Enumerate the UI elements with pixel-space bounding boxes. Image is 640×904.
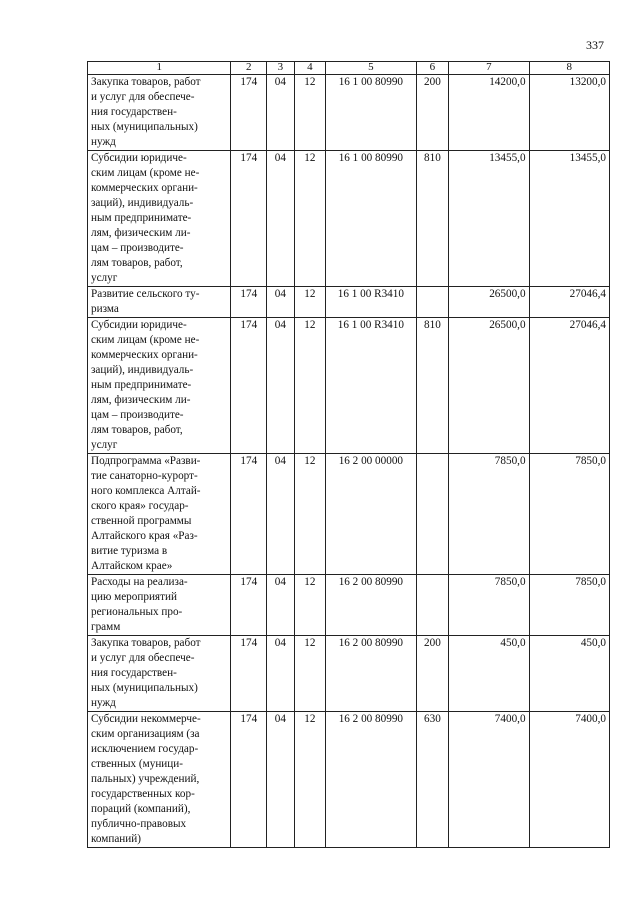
row-subsection-code: 12 <box>294 318 326 454</box>
row-ministry-code: 174 <box>231 75 267 151</box>
row-amount-year2: 7850,0 <box>529 454 609 575</box>
row-target-code: 16 1 00 80990 <box>326 151 417 287</box>
row-expense-type <box>416 575 449 636</box>
row-ministry-code: 174 <box>231 318 267 454</box>
row-expense-type <box>416 287 449 318</box>
row-amount-year2: 27046,4 <box>529 287 609 318</box>
row-target-code: 16 2 00 80990 <box>326 712 417 848</box>
table-row <box>88 454 610 575</box>
row-ministry-code: 174 <box>231 151 267 287</box>
table-row <box>88 318 610 454</box>
row-ministry-code: 174 <box>231 636 267 712</box>
row-amount-year1: 7850,0 <box>449 454 529 575</box>
header-col-2: 2 <box>231 62 267 75</box>
row-subsection-code: 12 <box>294 712 326 848</box>
row-amount-year1: 26500,0 <box>449 318 529 454</box>
header-col-7: 7 <box>449 62 529 75</box>
row-amount-year1: 450,0 <box>449 636 529 712</box>
row-section-code: 04 <box>267 575 294 636</box>
row-expense-type: 200 <box>416 636 449 712</box>
row-section-code: 04 <box>267 636 294 712</box>
row-section-code: 04 <box>267 454 294 575</box>
header-col-1: 1 <box>88 62 231 75</box>
row-section-code: 04 <box>267 318 294 454</box>
row-target-code: 16 2 00 00000 <box>326 454 417 575</box>
row-ministry-code: 174 <box>231 712 267 848</box>
row-amount-year2: 27046,4 <box>529 318 609 454</box>
table-row <box>88 287 610 318</box>
row-name: Закупка товаров, работ и услуг для обеспече- ния государствен- ных (муниципальных) нужд <box>88 636 231 712</box>
row-name: Субсидии юридиче- ским лицам (кроме не- коммерческих органи- заций), индивидуаль- ным предпринимате- лям, физическим ли- цам – производите- лям товаров, работ, услуг <box>88 318 231 454</box>
row-expense-type: 630 <box>416 712 449 848</box>
row-subsection-code: 12 <box>294 151 326 287</box>
row-amount-year1: 7850,0 <box>449 575 529 636</box>
row-name: Расходы на реализа- цию мероприятий региональных про- грамм <box>88 575 231 636</box>
row-subsection-code: 12 <box>294 575 326 636</box>
row-amount-year2: 7400,0 <box>529 712 609 848</box>
row-name: Закупка товаров, работ и услуг для обеспече- ния государствен- ных (муниципальных) нужд <box>88 75 231 151</box>
table-row <box>88 636 610 712</box>
row-subsection-code: 12 <box>294 75 326 151</box>
header-col-6: 6 <box>416 62 449 75</box>
row-amount-year2: 450,0 <box>529 636 609 712</box>
page-number: 337 <box>586 38 604 52</box>
row-expense-type <box>416 454 449 575</box>
row-subsection-code: 12 <box>294 636 326 712</box>
row-amount-year1: 7400,0 <box>449 712 529 848</box>
row-target-code: 16 1 00 R3410 <box>326 318 417 454</box>
row-expense-type: 810 <box>416 318 449 454</box>
row-expense-type: 810 <box>416 151 449 287</box>
budget-table <box>87 61 610 848</box>
row-amount-year2: 13455,0 <box>529 151 609 287</box>
row-ministry-code: 174 <box>231 287 267 318</box>
table-row <box>88 575 610 636</box>
row-section-code: 04 <box>267 75 294 151</box>
header-col-8: 8 <box>529 62 609 75</box>
row-expense-type: 200 <box>416 75 449 151</box>
row-amount-year1: 13455,0 <box>449 151 529 287</box>
row-ministry-code: 174 <box>231 454 267 575</box>
table-header-row <box>88 62 610 75</box>
row-target-code: 16 2 00 80990 <box>326 575 417 636</box>
row-target-code: 16 2 00 80990 <box>326 636 417 712</box>
table-row <box>88 712 610 848</box>
table-row <box>88 75 610 151</box>
row-name: Субсидии некоммерче- ским организациям (за исключением государ- ственных (муници- пальных) учреждений, государственных кор- пораций (компаний), публично-правовых компаний) <box>88 712 231 848</box>
row-amount-year2: 13200,0 <box>529 75 609 151</box>
row-ministry-code: 174 <box>231 575 267 636</box>
row-name: Подпрограмма «Разви- тие санаторно-курорт- ного комплекса Алтай- ского края» государ- ственной программы Алтайского края «Раз- витие туризма в Алтайском крае» <box>88 454 231 575</box>
row-subsection-code: 12 <box>294 454 326 575</box>
header-col-3: 3 <box>267 62 294 75</box>
table-row <box>88 151 610 287</box>
row-name: Субсидии юридиче- ским лицам (кроме не- коммерческих органи- заций), индивидуаль- ным предпринимате- лям, физическим ли- цам – производите- лям товаров, работ, услуг <box>88 151 231 287</box>
row-target-code: 16 1 00 R3410 <box>326 287 417 318</box>
row-section-code: 04 <box>267 712 294 848</box>
row-section-code: 04 <box>267 287 294 318</box>
row-amount-year1: 14200,0 <box>449 75 529 151</box>
row-amount-year1: 26500,0 <box>449 287 529 318</box>
header-col-4: 4 <box>294 62 326 75</box>
row-subsection-code: 12 <box>294 287 326 318</box>
header-col-5: 5 <box>326 62 417 75</box>
row-target-code: 16 1 00 80990 <box>326 75 417 151</box>
row-amount-year2: 7850,0 <box>529 575 609 636</box>
row-section-code: 04 <box>267 151 294 287</box>
row-name: Развитие сельского ту- ризма <box>88 287 231 318</box>
